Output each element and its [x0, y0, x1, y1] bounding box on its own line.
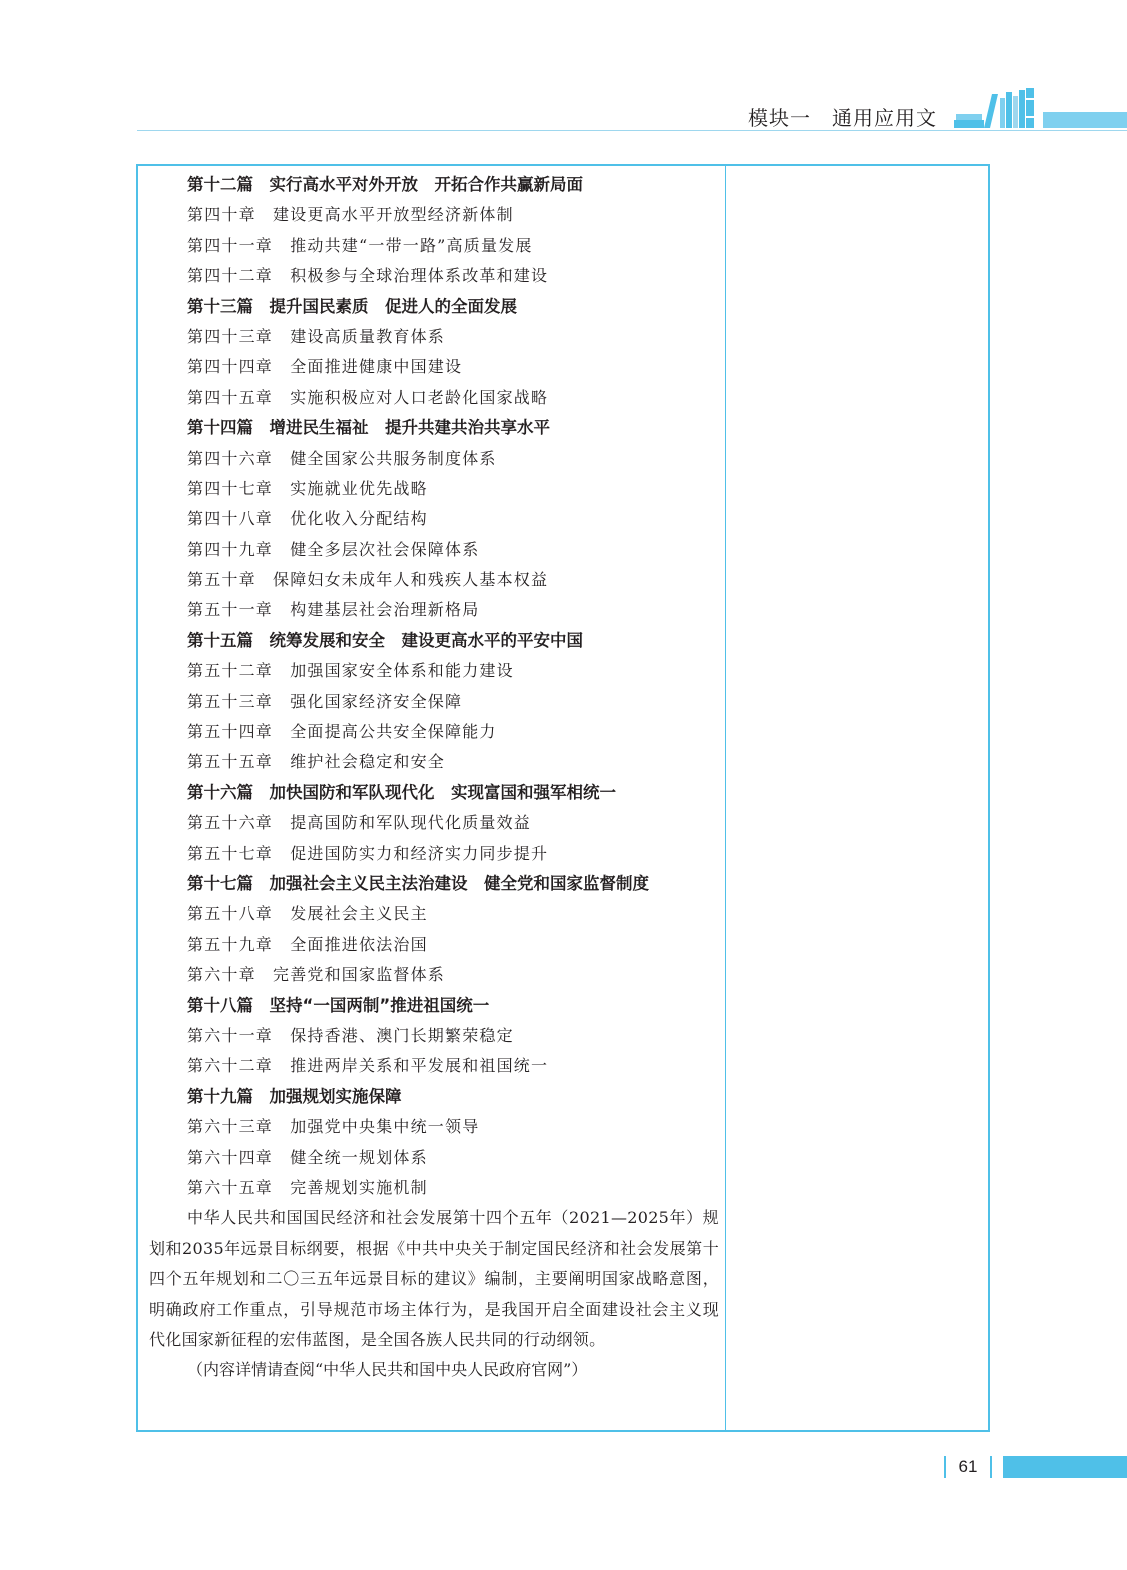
- footer-separator-left: [944, 1456, 946, 1478]
- page-number: 61: [958, 1457, 978, 1476]
- part-heading: 第十八篇 坚持“一国两制”推进祖国统一: [187, 995, 490, 1015]
- module-title: 模块一 通用应用文: [748, 106, 937, 130]
- chapter-item: 第六十五章 完善规划实施机制: [187, 1177, 428, 1197]
- chapter-item: 第五十四章 全面提高公共安全保障能力: [187, 722, 497, 742]
- chapter-item: 第五十二章 加强国家安全体系和能力建设: [187, 661, 514, 681]
- chapter-item: 第四十一章 推动共建“一带一路”高质量发展: [187, 235, 533, 255]
- chapter-item: 第五十三章 强化国家经济安全保障: [187, 691, 463, 711]
- chapter-item: 第四十二章 积极参与全球治理体系改革和建设: [187, 266, 549, 286]
- outline-list: [149, 170, 719, 1203]
- part-heading: 第十六篇 加快国防和军队现代化 实现富国和强军相统一: [187, 782, 616, 802]
- chapter-item: 第五十九章 全面推进依法治国: [187, 934, 428, 954]
- part-heading: 第十五篇 统筹发展和安全 建设更高水平的平安中国: [187, 630, 583, 650]
- header-rule: [137, 130, 1127, 131]
- part-heading: 第十二篇 实行高水平对外开放 开拓合作共赢新局面: [187, 175, 583, 194]
- chapter-item: 第六十二章 推进两岸关系和平发展和祖国统一: [187, 1056, 549, 1076]
- chapter-item: 第五十六章 提高国防和军队现代化质量效益: [187, 813, 532, 833]
- chapter-item: 第六十三章 加强党中央集中统一领导: [187, 1117, 480, 1137]
- document-body: [149, 170, 719, 1386]
- footer-separator-right: [990, 1456, 992, 1478]
- chapter-item: 第五十章 保障妇女未成年人和残疾人基本权益: [187, 570, 549, 590]
- chapter-item: 第四十五章 实施积极应对人口老龄化国家战略: [187, 387, 549, 407]
- summary-paragraph: 中华人民共和国国民经济和社会发展第十四个五年（2021—2025年）规划和2035年远景目标纲要，根据《中共中央关于制定国民经济和社会发展第十四个五年规划和二〇三五年远景目标的建议》编制，主要阐明国家战略意图，明确政府工作重点，引导规范市场主体行为，是我国开启全面建设社会主义现代化国家新征程的宏伟蓝图，是全国各族人民共同的行动纲领。: [149, 1208, 719, 1349]
- header-accent-bar: [1043, 112, 1127, 128]
- chapter-item: 第五十七章 促进国防实力和经济实力同步提升: [187, 843, 549, 863]
- footer-accent-bar: [1003, 1456, 1127, 1478]
- chapter-item: 第五十一章 构建基层社会治理新格局: [187, 600, 480, 620]
- chapter-item: 第五十五章 维护社会稳定和安全: [187, 752, 446, 772]
- chapter-item: 第六十章 完善党和国家监督体系: [187, 965, 446, 985]
- chapter-item: 第四十七章 实施就业优先战略: [187, 478, 428, 498]
- chapter-item: 第五十八章 发展社会主义民主: [187, 904, 428, 924]
- part-heading: 第十七篇 加强社会主义民主法治建设 健全党和国家监督制度: [187, 873, 649, 893]
- books-icon: [954, 86, 1040, 130]
- chapter-item: 第四十八章 优化收入分配结构: [187, 509, 428, 529]
- frame-divider: [725, 164, 726, 1432]
- chapter-item: 第四十四章 全面推进健康中国建设: [187, 357, 463, 377]
- part-heading: 第十四篇 增进民生福祉 提升共建共治共享水平: [187, 418, 550, 438]
- chapter-item: 第六十四章 健全统一规划体系: [187, 1147, 428, 1167]
- chapter-item: 第四十九章 健全多层次社会保障体系: [187, 539, 480, 559]
- part-heading: 第十三篇 提升国民素质 促进人的全面发展: [187, 296, 517, 316]
- chapter-item: 第四十章 建设更高水平开放型经济新体制: [187, 205, 514, 225]
- reference-note: （内容详情请查阅“中华人民共和国中央人民政府官网”）: [187, 1360, 588, 1380]
- chapter-item: 第四十六章 健全国家公共服务制度体系: [187, 448, 497, 468]
- chapter-item: 第六十一章 保持香港、澳门长期繁荣稳定: [187, 1025, 514, 1045]
- part-heading: 第十九篇 加强规划实施保障: [187, 1086, 402, 1106]
- chapter-item: 第四十三章 建设高质量教育体系: [187, 326, 446, 346]
